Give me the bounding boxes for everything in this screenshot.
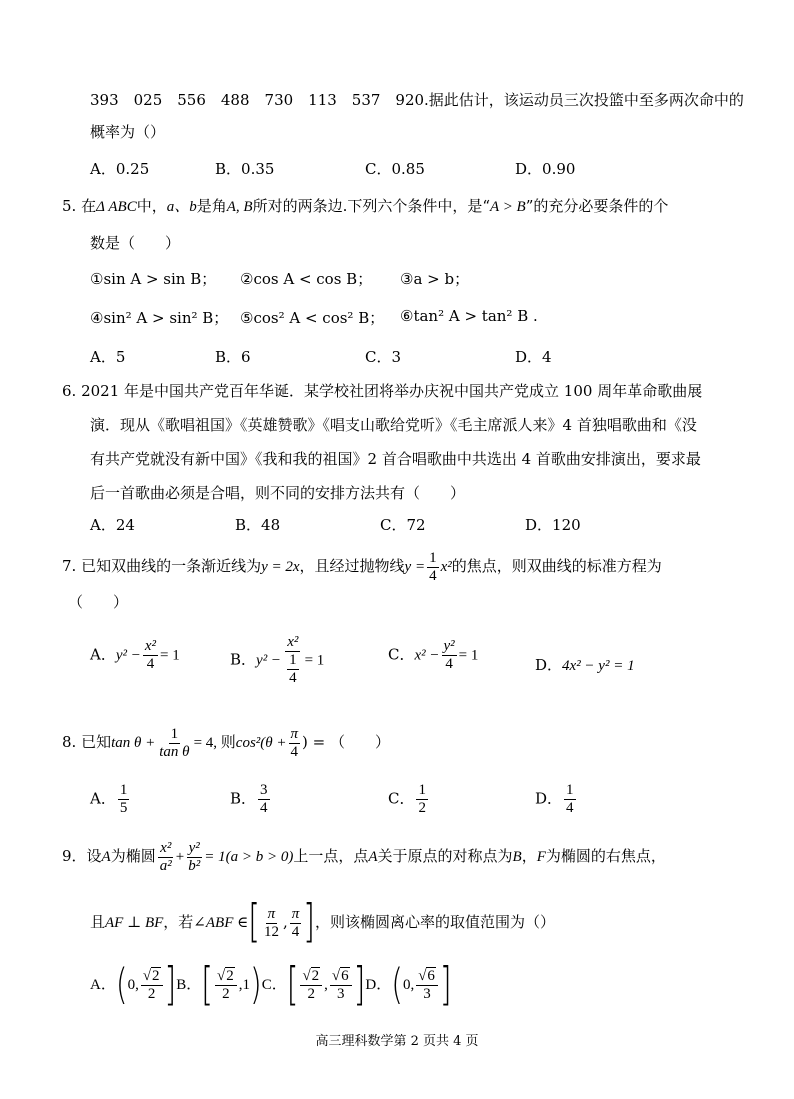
q9-options xyxy=(90,960,452,1011)
q5-condition-1: ①sin A > sin B； xyxy=(90,270,217,288)
q5-condition-5: ⑤cos² A < cos² B； xyxy=(240,309,385,327)
q9-stem-line2: 且AF ⊥ BF，若∠ABF ∈[ $\frac{\pi}{12}$ , $\frac{\pi}{4}$ ]，则该椭圆离心率的取值范围为（） xyxy=(90,896,555,949)
q4-option-c: C．0.85 xyxy=(365,160,425,178)
q8-option-a: A． $\frac{1}{5}$ xyxy=(90,782,128,816)
q9-option-d: D．(0, $\frac{√6}{3}$ ] xyxy=(365,958,452,1012)
q9-option-c: C．[ $\frac{√2}{2}$ , $\frac{√6}{3}$ ] xyxy=(261,958,366,1012)
q4-option-a: A．0.25 xyxy=(90,160,150,178)
page-footer: 高三理科数学第 2 页共 4 页 xyxy=(315,1034,479,1049)
q4-option-d: D．0.90 xyxy=(515,160,576,178)
q7-parabola-fraction: $\frac{1}{4}$ xyxy=(429,549,437,584)
q6-line3: 有共产党就没有新中国》《我和我的祖国》2 首合唱歌曲中共选出 4 首歌曲安排演出，要求最 xyxy=(90,450,701,468)
q6-option-d: D．120 xyxy=(525,516,581,534)
q8-option-b: B． $\frac{3}{4}$ xyxy=(230,782,268,816)
q9-option-b: B．[ $\frac{√2}{2}$ ,1) xyxy=(176,958,262,1012)
q6-line2: 演．现从《歌唱祖国》《英雄赞歌》《唱支山歌给党听》《毛主席派人来》4 首独唱歌曲和《没 xyxy=(90,416,697,434)
q7-stem-line2: （ ） xyxy=(68,593,129,611)
q6-line1: 6. 2021 年是中国共产党百年华诞．某学校社团将举办庆祝中国共产党成立 100 周年革命歌曲展 xyxy=(62,382,703,400)
q5-condition-2: ②cos A < cos B； xyxy=(240,270,373,288)
q8-stem: 8. 已知tan θ + $\frac{1}{\text{tan θ}}$ = 4, 则cos²(θ + $\frac{\pi}{4}$ ) = （ ） xyxy=(62,725,390,760)
q6-option-c: C．72 xyxy=(380,516,426,534)
q6-line4: 后一首歌曲必须是合唱，则不同的安排方法共有（ ） xyxy=(90,484,466,502)
q8-option-d: D． $\frac{1}{4}$ xyxy=(535,782,574,816)
q5-option-a: A．5 xyxy=(90,348,126,366)
q9-option-a: A．(0, $\frac{√2}{2}$ ] xyxy=(90,958,177,1012)
q5-condition-4: ④sin² A > sin² B； xyxy=(90,309,229,327)
q5-condition-3: ③a > b； xyxy=(400,270,470,288)
q6-option-a: A．24 xyxy=(90,516,135,534)
q5-option-c: C．3 xyxy=(365,348,402,366)
q4-line1: 393 025 556 488 730 113 537 920.据此估计，该运动员三次投篮中至多两次命中的 xyxy=(90,91,744,109)
q7-option-d: D．4x² − y² = 1 xyxy=(535,656,635,674)
q7-option-a: A．y² − $\frac{\text{x²}}{4}$ = 1 xyxy=(90,638,180,672)
q5-stem-line2: 数是（ ） xyxy=(90,234,181,252)
q7-option-b: B．y² − $\frac{\text{x²}}{\frac{1}{4}}$ = 1 xyxy=(230,634,325,686)
q9-stem: 9．设A为椭圆 $\frac{\text{x²}}{\text{a²}}$ + $\frac{\text{y²}}{\text{b²}}$ = 1(a > b > 0)上一点，点A关于原点的对称点为B，F为椭圆的右焦点， xyxy=(62,839,666,874)
q5-option-b: B．6 xyxy=(215,348,251,366)
q8-option-c: C． $\frac{1}{2}$ xyxy=(388,782,426,816)
q5-stem: 5. 在Δ ABC中，a、b是角A, B所对的两条边.下列六个条件中，是“A > B”的充分必要条件的个 xyxy=(62,197,669,215)
q4-line2: 概率为（） xyxy=(90,123,166,141)
q7-stem: 7. 已知双曲线的一条渐近线为y = 2x，且经过抛物线y = $\frac{1}{4}$ x²的焦点，则双曲线的标准方程为 xyxy=(62,549,662,584)
q7-option-c: C．x² − $\frac{\text{y²}}{4}$ = 1 xyxy=(388,638,479,672)
q5-option-d: D．4 xyxy=(515,348,552,366)
q4-option-b: B．0.35 xyxy=(215,160,275,178)
q6-option-b: B．48 xyxy=(235,516,281,534)
q5-condition-6: ⑥tan² A > tan² B . xyxy=(400,307,538,325)
